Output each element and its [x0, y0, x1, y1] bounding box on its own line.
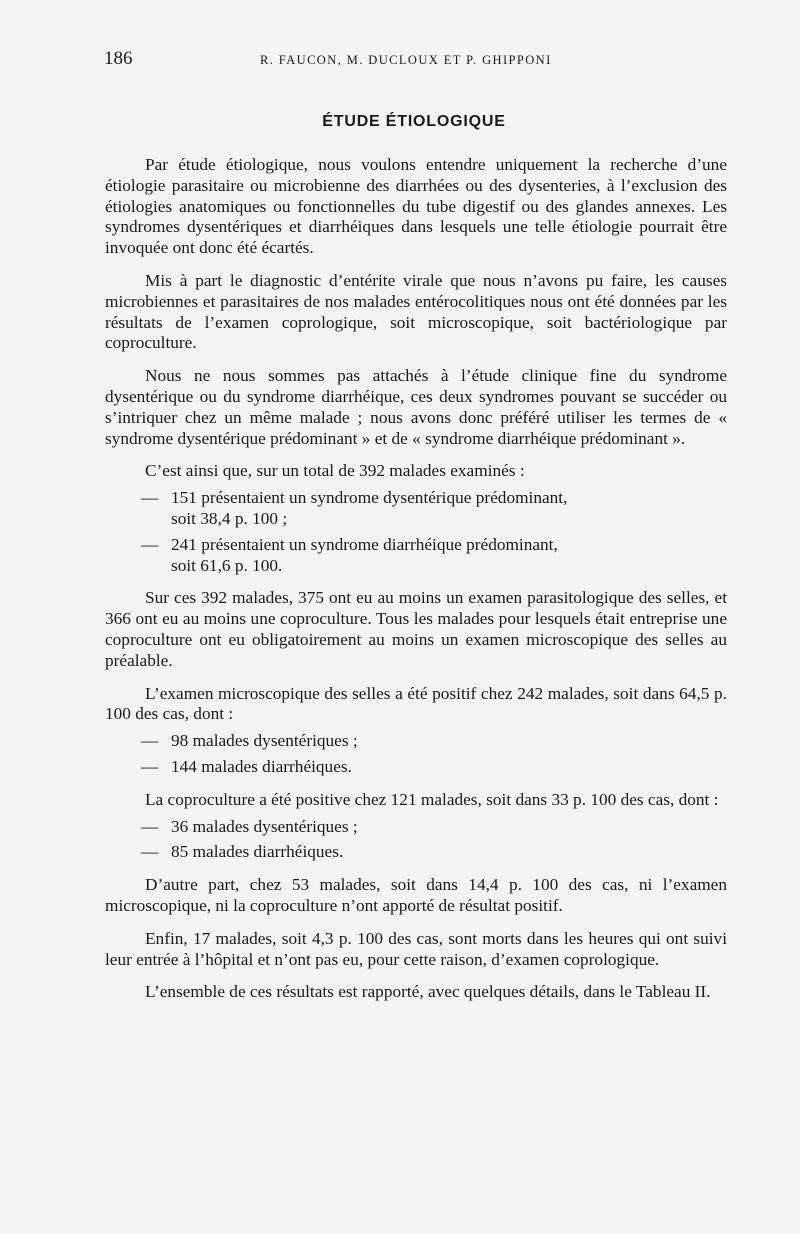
paragraph-6: L’examen microscopique des selles a été positif chez 242 malades, soit dans 64,5 p. 100 des cas, dont :: [105, 683, 727, 724]
dash-marker: —: [141, 731, 159, 751]
list-item: [105, 842, 727, 863]
dash-marker: —: [141, 534, 159, 554]
paragraph-1: Par étude étiologique, nous voulons entendre uniquement la recherche d’une étiologie parasitaire ou microbienne des diarrhées ou des dysenteries, à l’exclusion des étiologies anatomiques ou fonctionnelles du tube digestif ou des glandes annexes. Les syndromes dysentériques et diarrhéiques dans lesquels une telle étiologie pourrait être invoquée ont donc été écartés.: [105, 155, 727, 258]
dash-marker: —: [141, 842, 159, 862]
list-item-line: soit 61,6 p. 100.: [171, 555, 283, 575]
list-item-text: 85 malades diarrhéiques.: [171, 842, 344, 862]
body-text: [105, 155, 727, 1015]
running-head-authors: R. FAUCON, M. DUCLOUX ET P. GHIPPONI: [260, 53, 552, 67]
paragraph-5: Sur ces 392 malades, 375 ont eu au moins un examen parasitologique des selles, et 366 ont eu au moins une coproculture. Tous les malades pour lesquels était entreprise une coproculture ont eu obligatoirement au moins un examen microscopique des selles au préalable.: [105, 588, 727, 670]
dash-marker: —: [141, 816, 159, 836]
paragraph-4: C’est ainsi que, sur un total de 392 malades examinés :: [145, 461, 525, 481]
list-coproculture-results: [105, 817, 727, 864]
dash-marker: —: [141, 756, 159, 776]
list-item-line: soit 38,4 p. 100 ;: [171, 508, 288, 528]
paragraph-10: L’ensemble de ces résultats est rapporté, avec quelques détails, dans le Tableau II.: [145, 982, 711, 1002]
list-item: [105, 488, 727, 530]
list-item-text: 98 malades dysentériques ;: [171, 731, 358, 751]
paragraph-8: D’autre part, chez 53 malades, soit dans 14,4 p. 100 des cas, ni l’examen microscopique, ni la coproculture n’ont apporté de résultat positif.: [105, 875, 727, 915]
section-title: ÉTUDE ÉTIOLOGIQUE: [322, 113, 506, 130]
list-item-text: 144 malades diarrhéiques.: [171, 756, 352, 776]
dash-marker: —: [141, 488, 159, 508]
list-item: [105, 817, 727, 838]
list-item-line: 151 présentaient un syndrome dysentérique prédominant,: [171, 488, 568, 508]
paragraph-2: Mis à part le diagnostic d’entérite virale que nous n’avons pu faire, les causes microbiennes et parasitaires de nos malades entérocolitiques nous ont été données par les résultats de l’examen coprologique, soit microscopique, soit bactériologique par coproculture.: [105, 270, 727, 353]
paragraph-7: La coproculture a été positive chez 121 malades, soit dans 33 p. 100 des cas, dont :: [145, 789, 719, 809]
list-item: [105, 757, 727, 778]
list-item-line: 241 présentaient un syndrome diarrhéique prédominant,: [171, 534, 558, 554]
list-item-text: 36 malades dysentériques ;: [171, 816, 358, 836]
list-syndromes: [105, 488, 727, 576]
list-item: [105, 535, 727, 577]
paragraph-3: Nous ne nous sommes pas attachés à l’étude clinique fine du syndrome dysentérique ou du syndrome diarrhéique, ces deux syndromes pouvant se succéder ou s’intriquer chez un même malade ; nous avons donc préféré utiliser les termes de « syndrome dysentérique prédominant » et de « syndrome diarrhéique prédominant ».: [105, 366, 727, 448]
page-header: [104, 48, 724, 74]
list-item: [105, 731, 727, 752]
list-microscopy-results: [105, 731, 727, 778]
page-number: 186: [104, 48, 133, 69]
paragraph-9: Enfin, 17 malades, soit 4,3 p. 100 des cas, sont morts dans les heures qui ont suivi leur entrée à l’hôpital et n’ont pas eu, pour cette raison, d’examen coprologique.: [105, 928, 727, 969]
